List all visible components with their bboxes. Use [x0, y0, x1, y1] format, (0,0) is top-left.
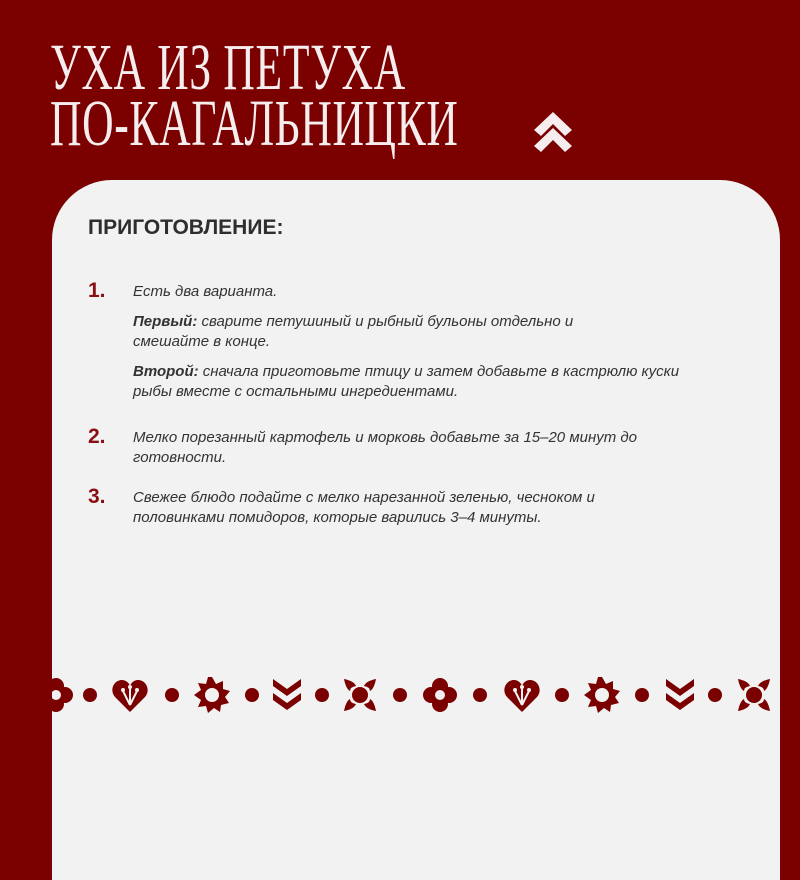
double-chevron-down-icon [666, 679, 694, 710]
dot-ornament [555, 688, 569, 702]
dot-ornament [473, 688, 487, 702]
step-number: 3. [88, 485, 106, 508]
step-number: 2. [88, 425, 106, 448]
cross-circle-ornament-icon [344, 679, 376, 711]
flower-ornament-icon [52, 678, 73, 712]
option-text: сварите петушиный и рыбный бульоны отдельно и смешайте в конце. [133, 313, 574, 350]
dot-ornament [635, 688, 649, 702]
instructions-card [52, 180, 780, 880]
double-chevron-down-icon [273, 679, 301, 710]
recipe-title [50, 31, 459, 160]
flower-ornament-icon [423, 678, 457, 712]
title-line-1: УХА ИЗ ПЕТУХА [50, 31, 406, 104]
dot-ornament [393, 688, 407, 702]
dot-ornament [245, 688, 259, 702]
step-number: 1. [88, 279, 106, 302]
title-line-2: ПО-КАГАЛЬНИЦКИ [50, 87, 459, 160]
double-chevron-up-icon [530, 108, 576, 154]
dot-ornament [315, 688, 329, 702]
sun-ornament-icon [584, 677, 620, 713]
option-label: Первый: [133, 313, 198, 330]
step-intro: Есть два варианта. [133, 283, 278, 300]
section-heading: ПРИГОТОВЛЕНИЕ: [88, 216, 284, 239]
step-text: Мелко порезанный картофель и морковь добавьте за 15–20 минут до готовности. [133, 429, 637, 466]
dot-ornament [165, 688, 179, 702]
ornament-border [52, 675, 780, 715]
dot-ornament [708, 688, 722, 702]
sun-ornament-icon [194, 677, 230, 713]
cross-circle-ornament-icon [738, 679, 770, 711]
dot-ornament [83, 688, 97, 702]
step-text: Свежее блюдо подайте с мелко нарезанной зеленью, чесноком и половинками помидоров, которые варились 3–4 минуты. [133, 489, 595, 526]
option-text: сначала приготовьте птицу и затем добавьте в кастрюлю куски рыбы вместе с остальными ингредиентами. [133, 363, 680, 400]
heart-ornament-icon [112, 680, 147, 712]
heart-ornament-icon [504, 680, 539, 712]
option-label: Второй: [133, 363, 199, 380]
